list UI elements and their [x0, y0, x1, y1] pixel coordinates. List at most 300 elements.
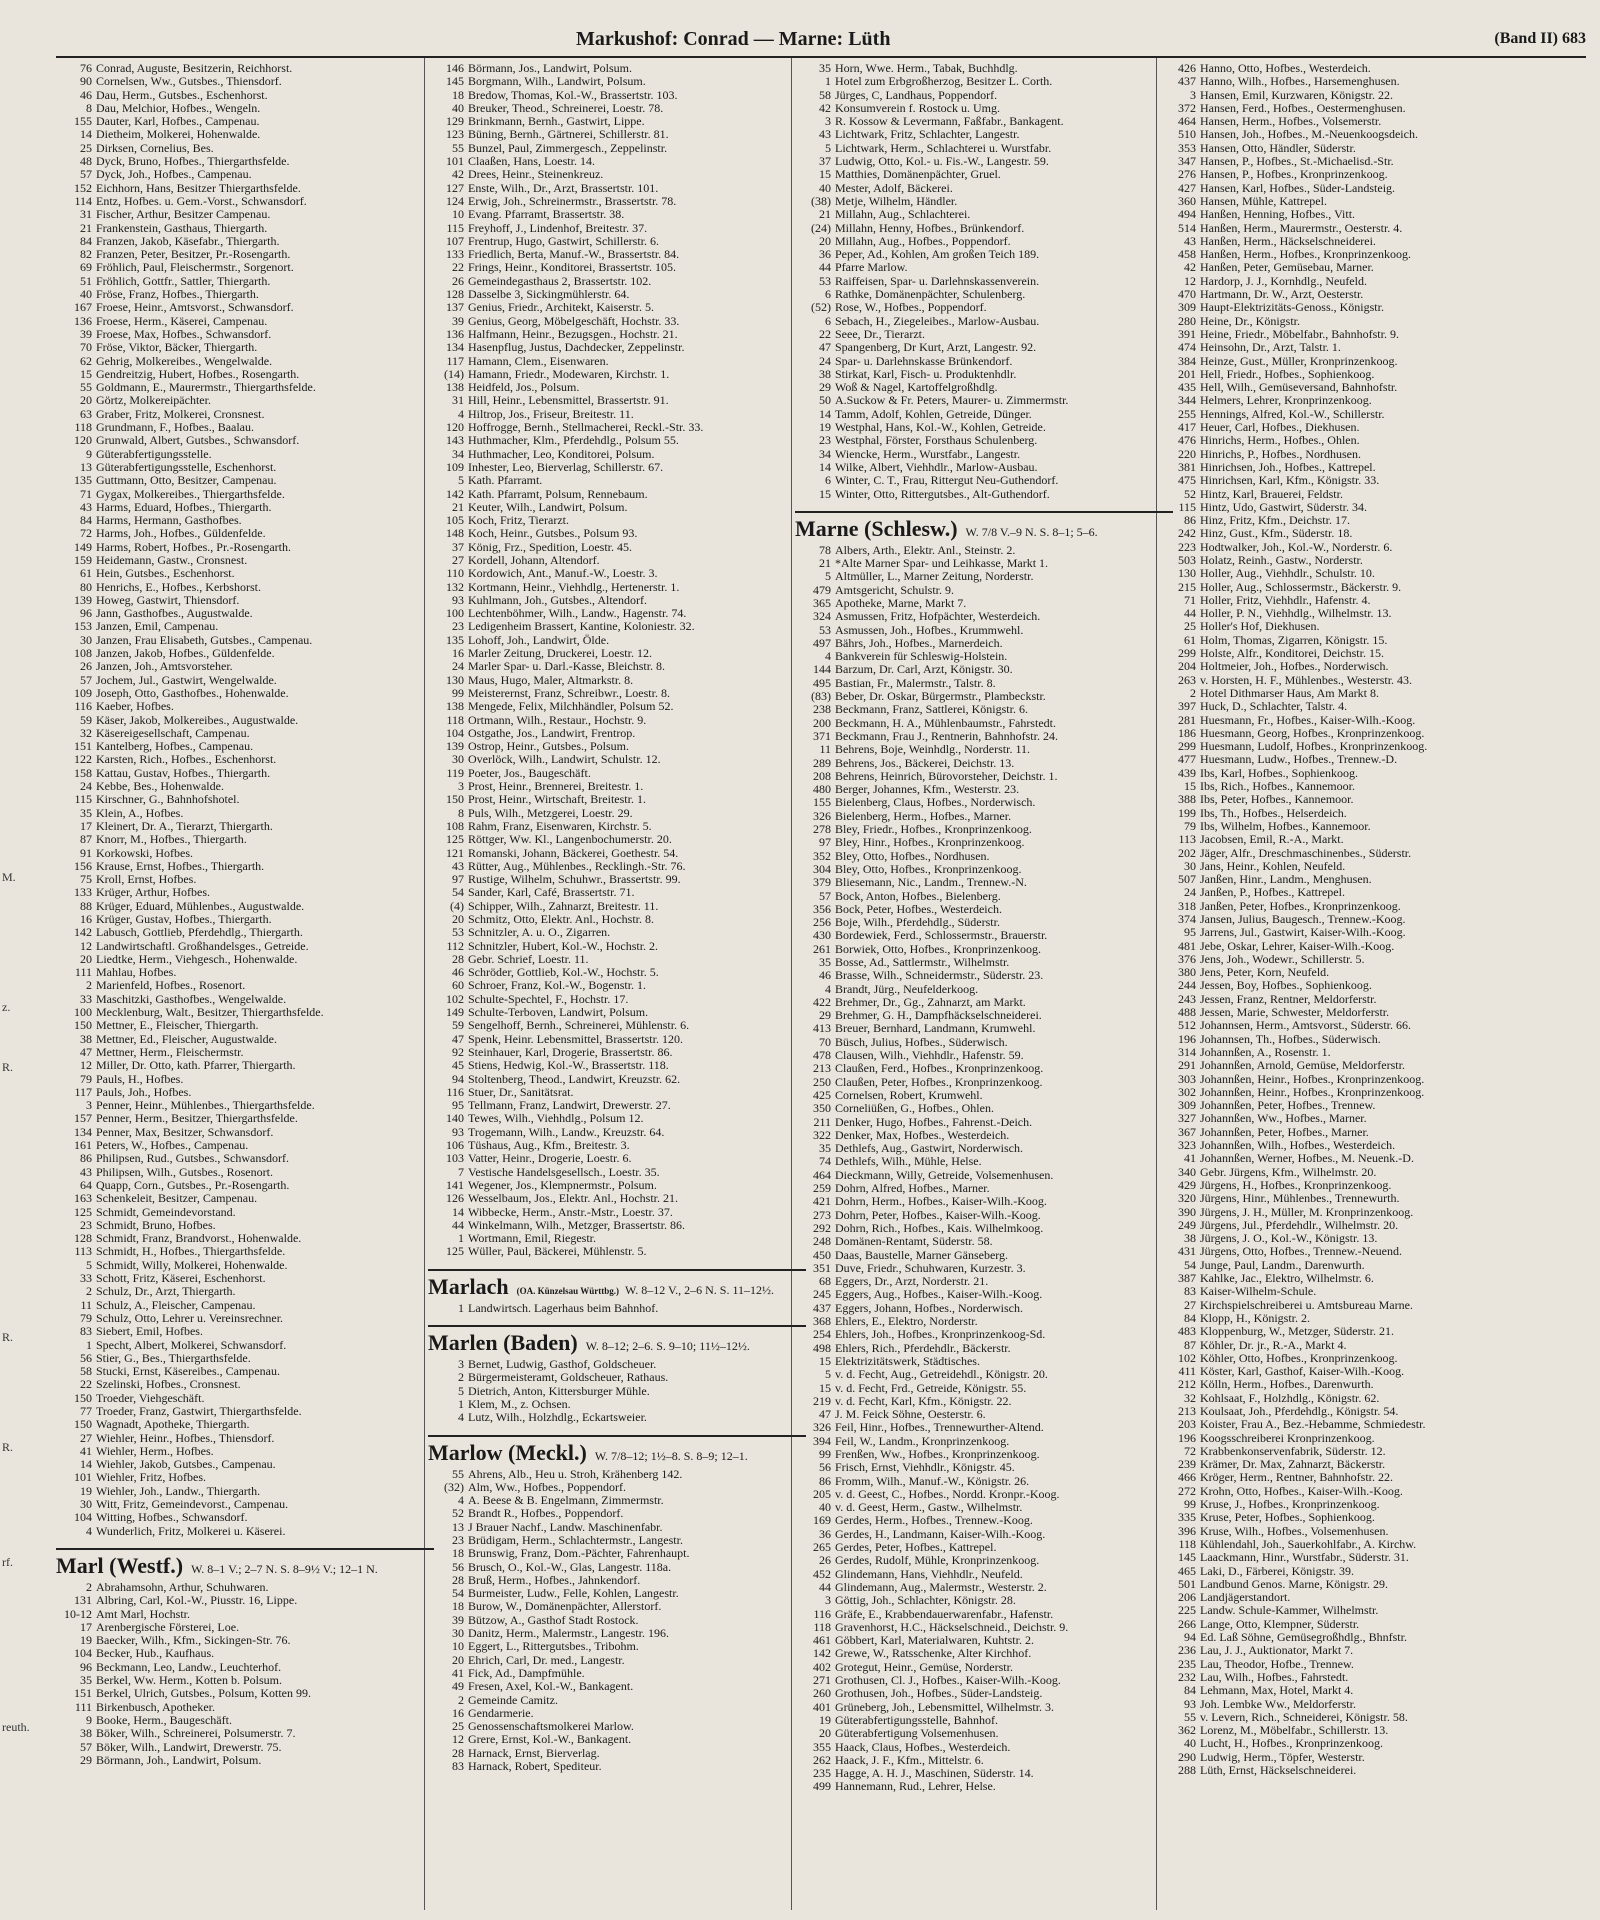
subscriber-name: Rahm, Franz, Eisenwaren, Kirchstr. 5.: [468, 819, 652, 833]
directory-entry: [428, 301, 806, 314]
directory-entry: [428, 1152, 806, 1165]
phone-number: 117: [446, 354, 464, 368]
phone-number: 196: [1178, 1431, 1196, 1445]
directory-entry: [56, 1192, 434, 1205]
phone-number: 42: [819, 101, 831, 115]
directory-entry: [1160, 1378, 1590, 1391]
directory-entry: [1160, 700, 1590, 713]
subscriber-name: Gerdes, H., Landmann, Kaiser-Wilh.-Koog.: [835, 1527, 1046, 1541]
directory-entry: [1160, 966, 1590, 979]
directory-entry: [428, 1481, 806, 1494]
directory-entry: [56, 527, 434, 540]
phone-number: 355: [813, 1740, 831, 1754]
town-heading: [56, 1548, 434, 1579]
subscriber-name: Haupt-Elektrizitäts-Genoss., Königstr.: [1200, 301, 1384, 315]
directory-entry: [428, 1720, 806, 1733]
directory-entry: [428, 1680, 806, 1693]
subscriber-name: Dauter, Karl, Hofbes., Campenau.: [96, 115, 260, 129]
subscriber-name: Janßen, Peter, Hofbes., Kronprinzenkoog.: [1200, 899, 1401, 913]
directory-entry: [1160, 115, 1590, 128]
directory-entry: [56, 381, 434, 394]
phone-number: 281: [1178, 713, 1196, 727]
phone-number: 29: [819, 1009, 831, 1023]
subscriber-name: Bley, Hinr., Hofbes., Kronprinzenkoog.: [835, 836, 1025, 850]
directory-entry: [428, 1385, 806, 1398]
phone-number: 3: [825, 115, 831, 129]
directory-entry: [428, 1733, 806, 1746]
phone-number: 18: [452, 88, 464, 102]
directory-entry: [1160, 993, 1590, 1006]
phone-number: 14: [819, 460, 831, 474]
directory-entry: [56, 1073, 434, 1086]
subscriber-name: Witt, Fritz, Gemeindevorst., Campenau.: [96, 1498, 289, 1512]
subscriber-name: Troeder, Franz, Gastwirt, Thiergarthsfelde.: [96, 1404, 302, 1418]
directory-entry: [1160, 261, 1590, 274]
subscriber-name: Kruse, Peter, Hofbes., Sophienkoog.: [1200, 1511, 1375, 1525]
directory-entry: [1160, 873, 1590, 886]
phone-number: 116: [446, 1085, 464, 1099]
directory-entry: [428, 328, 806, 341]
phone-number: 276: [1178, 168, 1196, 182]
directory-entry: [795, 1421, 1173, 1434]
phone-number: 126: [446, 1192, 464, 1206]
directory-entry: [795, 1448, 1173, 1461]
subscriber-name: Huthmacher, Leo, Konditorei, Polsum.: [468, 447, 655, 461]
phone-number: 118: [446, 713, 464, 727]
subscriber-name: Holler, Fritz, Viehhdlr., Hafenstr. 4.: [1200, 593, 1371, 607]
phone-number: 15: [819, 1354, 831, 1368]
subscriber-name: Krause, Ernst, Hofbes., Thiergarth.: [96, 859, 265, 873]
phone-number: 135: [74, 474, 92, 488]
directory-entry: [56, 89, 434, 102]
town-heading: [428, 1269, 806, 1300]
subscriber-name: Ostgathe, Jos., Landwirt, Frentrop.: [468, 726, 636, 740]
directory-entry: [56, 168, 434, 181]
subscriber-name: Brandt, Jürg., Neufelderkoog.: [835, 982, 979, 996]
town-heading: [428, 1435, 806, 1466]
phone-number: 46: [452, 966, 464, 980]
subscriber-name: Stiens, Hedwig, Kol.-W., Brassertstr. 118.: [468, 1059, 669, 1073]
phone-number: 41: [452, 1666, 464, 1680]
phone-number: 28: [452, 952, 464, 966]
directory-entry: [56, 142, 434, 155]
phone-number: 466: [1178, 1471, 1196, 1485]
directory-entry: [56, 647, 434, 660]
subscriber-name: Burow, W., Domänenpächter, Allerstorf.: [468, 1600, 662, 1614]
subscriber-name: Holatz, Reinh., Gastw., Norderstr.: [1200, 553, 1363, 567]
subscriber-name: Behrens, Boje, Weinhdlg., Norderstr. 11.: [835, 743, 1031, 757]
directory-entry: [428, 567, 806, 580]
subscriber-name: Fischer, Arthur, Besitzer Campenau.: [96, 208, 271, 222]
directory-entry: [1160, 1551, 1590, 1564]
phone-number: 10: [452, 1640, 464, 1654]
directory-entry: [795, 1235, 1173, 1248]
subscriber-name: Quapp, Corn., Gutsbes., Pr.-Rosengarth.: [96, 1178, 290, 1192]
phone-number: 4: [458, 407, 464, 421]
margin-mark: M.: [2, 870, 16, 884]
directory-entry: [1160, 940, 1590, 953]
directory-entry: [1160, 1086, 1590, 1099]
subscriber-name: Korkowski, Hofbes.: [96, 846, 193, 860]
phone-number: 15: [80, 367, 92, 381]
phone-number: 201: [1178, 367, 1196, 381]
subscriber-name: Kruse, Wilh., Hofbes., Volsemenhusen.: [1200, 1524, 1389, 1538]
directory-entry: [56, 660, 434, 673]
subscriber-name: Wibbecke, Herm., Anstr.-Mstr., Loestr. 37.: [468, 1205, 673, 1219]
directory-entry: [428, 474, 806, 487]
subscriber-name: Marienfeld, Hofbes., Rosenort.: [96, 979, 246, 993]
directory-entry: [795, 1647, 1173, 1660]
phone-number: 14: [452, 1205, 464, 1219]
phone-number: 220: [1178, 447, 1196, 461]
phone-number: 145: [1178, 1551, 1196, 1565]
subscriber-name: Koch, Fritz, Tierarzt.: [468, 514, 569, 528]
directory-entry: [795, 168, 1173, 181]
phone-number: 208: [813, 769, 831, 783]
subscriber-name: Liedtke, Herm., Viehgesch., Hohenwalde.: [96, 952, 298, 966]
phone-number: 94: [1184, 1631, 1196, 1645]
subscriber-name: Hanno, Wilh., Hofbes., Harsemenghusen.: [1200, 75, 1400, 89]
directory-entry: [795, 969, 1173, 982]
phone-number: 4: [825, 982, 831, 996]
phone-number: 38: [80, 1032, 92, 1046]
phone-number: 21: [819, 208, 831, 222]
subscriber-name: Ed. Laß Söhne, Gemüsegroßhdlg., Bhnfstr.: [1200, 1631, 1407, 1645]
phone-number: 501: [1178, 1577, 1196, 1591]
directory-entry: [428, 1192, 806, 1205]
subscriber-name: Brasse, Wilh., Schneidermstr., Süderstr. 23.: [835, 969, 1044, 983]
directory-entry: [428, 195, 806, 208]
phone-number: 53: [452, 926, 464, 940]
phone-number: 137: [446, 301, 464, 315]
directory-entry: [795, 1049, 1173, 1062]
phone-number: 437: [1178, 75, 1196, 89]
phone-number: 327: [1178, 1112, 1196, 1126]
subscriber-name: Bastian, Fr., Malermstr., Talstr. 8.: [835, 676, 996, 690]
margin-mark: R.: [2, 1440, 14, 1454]
subscriber-name: Köhler, Otto, Hofbes., Kronprinzenkoog.: [1200, 1351, 1398, 1365]
subscriber-name: Frenßen, Ww., Hofbes., Kronprinzenkoog.: [835, 1447, 1040, 1461]
phone-number: 68: [819, 1275, 831, 1289]
subscriber-name: Harms, Hermann, Gasthofbes.: [96, 514, 242, 528]
subscriber-name: Berkel, Ww. Herm., Kotten b. Polsum.: [96, 1674, 282, 1688]
subscriber-name: Berkel, Ulrich, Gutsbes., Polsum, Kotten 99.: [96, 1687, 311, 1701]
column-3: [795, 62, 1173, 1910]
phone-number: 15: [1184, 780, 1196, 794]
directory-entry: [428, 142, 806, 155]
phone-number: 510: [1178, 128, 1196, 142]
subscriber-name: Holste, Alfr., Konditorei, Deichstr. 15.: [1200, 647, 1384, 661]
directory-entry: [1160, 1591, 1590, 1604]
directory-entry: [1160, 394, 1590, 407]
directory-entry: [428, 341, 806, 354]
phone-number: 202: [1178, 846, 1196, 860]
directory-entry: [795, 1009, 1173, 1022]
phone-number: 134: [446, 341, 464, 355]
directory-entry: [56, 1594, 434, 1607]
subscriber-name: Genossenschaftsmolkerei Marlow.: [468, 1720, 634, 1734]
subscriber-name: Kebbe, Bes., Hohenwalde.: [96, 780, 224, 794]
subscriber-name: Kordell, Johann, Altendorf.: [468, 553, 600, 567]
phone-number: 5: [86, 1258, 92, 1272]
subscriber-name: Baecker, Wilh., Kfm., Sickingen-Str. 76.: [96, 1634, 291, 1648]
phone-number: 105: [446, 514, 464, 528]
subscriber-name: Landjägerstandort.: [1200, 1591, 1291, 1605]
subscriber-name: Goldmann, E., Maurermstr., Thiergarthsfelde.: [96, 381, 316, 395]
subscriber-name: Jürgens, J. O., Kol.-W., Königstr. 13.: [1200, 1232, 1378, 1246]
directory-entry: [795, 1288, 1173, 1301]
subscriber-name: Keuter, Wilh., Landwirt, Polsum.: [468, 500, 628, 514]
subscriber-name: Ibs, Wilhelm, Hofbes., Kannemoor.: [1200, 819, 1371, 833]
phone-number: 12: [80, 939, 92, 953]
subscriber-name: Johannßen, A., Rosenstr. 1.: [1200, 1045, 1331, 1059]
directory-entry: [1160, 1112, 1590, 1125]
phone-number: 45: [452, 1059, 464, 1073]
phone-number: 55: [452, 141, 464, 155]
subscriber-name: Gerdes, Rudolf, Mühle, Kronprinzenkoog.: [835, 1554, 1040, 1568]
phone-number: 142: [446, 487, 464, 501]
subscriber-name: Feil, Hinr., Hofbes., Trennewurther-Altend.: [835, 1421, 1044, 1435]
directory-entry: [795, 1315, 1173, 1328]
subscriber-name: Fick, Ad., Dampfmühle.: [468, 1666, 585, 1680]
subscriber-name: Corneliüßen, G., Hofbes., Ohlen.: [835, 1102, 994, 1116]
phone-number: 203: [1178, 1418, 1196, 1432]
phone-number: 243: [1178, 992, 1196, 1006]
directory-entry: [795, 783, 1173, 796]
directory-entry: [1160, 514, 1590, 527]
phone-number: 14: [80, 128, 92, 142]
phone-number: 103: [446, 1152, 464, 1166]
directory-entry: [428, 62, 806, 75]
directory-entry: [56, 514, 434, 527]
phone-number: 139: [74, 593, 92, 607]
directory-entry: [1160, 1272, 1590, 1285]
subscriber-name: Ibs, Peter, Hofbes., Kannemoor.: [1200, 793, 1354, 807]
subscriber-name: Käsereigesellschaft, Campenau.: [96, 726, 250, 740]
office-hours: W. 7/8–12; 1½–8. S. 8–9; 12–1.: [594, 1448, 748, 1463]
phone-number: 3: [86, 1099, 92, 1113]
phone-number: 223: [1178, 540, 1196, 554]
phone-number: 477: [1178, 753, 1196, 767]
phone-number: 72: [1184, 1444, 1196, 1458]
phone-number: 142: [74, 926, 92, 940]
phone-number: 56: [80, 1351, 92, 1365]
directory-entry: [428, 727, 806, 740]
phone-number: 13: [80, 460, 92, 474]
directory-entry: [795, 1182, 1173, 1195]
subscriber-name: Troeder, Viehgeschäft.: [96, 1391, 205, 1405]
subscriber-name: Philipsen, Wilh., Gutsbes., Rosenort.: [96, 1165, 273, 1179]
subscriber-name: Brandt R., Hofbes., Poppendorf.: [468, 1507, 624, 1521]
margin-mark: R.: [2, 1060, 14, 1074]
subscriber-name: Siebert, Emil, Hofbes.: [96, 1325, 203, 1339]
subscriber-name: Bliesemann, Nic., Landm., Trennew.-N.: [835, 876, 1027, 890]
subscriber-name: Janßen, P., Hofbes., Kattrepel.: [1200, 886, 1345, 900]
directory-entry: [795, 1062, 1173, 1075]
phone-number: 54: [452, 1587, 464, 1601]
phone-number: 461: [813, 1634, 831, 1648]
subscriber-name: Gygax, Molkereibes., Thiergarthsfelde.: [96, 487, 285, 501]
phone-number: 167: [74, 301, 92, 315]
subscriber-name: Froese, Max, Hofbes., Schwansdorf.: [96, 327, 272, 341]
directory-entry: [56, 355, 434, 368]
subscriber-name: Meisterernst, Franz, Schreibwr., Loestr. 8.: [468, 686, 670, 700]
subscriber-name: Duve, Friedr., Schuhwaren, Kurzestr. 3.: [835, 1261, 1026, 1275]
phone-number: 48: [80, 155, 92, 169]
phone-number: 22: [80, 1378, 92, 1392]
directory-entry: [428, 767, 806, 780]
phone-number: 130: [1178, 567, 1196, 581]
phone-number: 54: [452, 886, 464, 900]
subscriber-name: Glindemann, Hans, Viehhdlr., Neufeld.: [835, 1567, 1023, 1581]
directory-entry: [428, 1245, 806, 1258]
directory-entry: [56, 1687, 434, 1700]
directory-entry: [428, 421, 806, 434]
phone-number: 72: [80, 527, 92, 541]
directory-entry: [428, 833, 806, 846]
directory-entry: [1160, 1578, 1590, 1591]
subscriber-name: Janzen, Jakob, Hofbes., Güldenfelde.: [96, 647, 275, 661]
subscriber-name: Kühlendahl, Joh., Sauerkohlfabr., A. Kirchw.: [1200, 1537, 1417, 1551]
subscriber-name: Kordowich, Ant., Manuf.-W., Loestr. 3.: [468, 567, 658, 581]
directory-entry: [1160, 833, 1590, 846]
subscriber-name: Krämer, Dr. Max, Zahnarzt, Bäckerstr.: [1200, 1458, 1386, 1472]
directory-entry: [428, 1640, 806, 1653]
subscriber-name: Schmidt, H., Hofbes., Thiergarthsfelde.: [96, 1245, 286, 1259]
subscriber-name: Specht, Albert, Molkerei, Schwansdorf.: [96, 1338, 287, 1352]
subscriber-name: Borwiek, Otto, Hofbes., Kronprinzenkoog.: [835, 942, 1041, 956]
phone-number: 40: [452, 101, 464, 115]
directory-entry: [428, 953, 806, 966]
directory-entry: [56, 102, 434, 115]
directory-entry: [1160, 860, 1590, 873]
subscriber-name: Sander, Karl, Café, Brassertstr. 71.: [468, 886, 635, 900]
phone-number: 2: [86, 979, 92, 993]
subscriber-name: Schipper, Wilh., Zahnarzt, Breitestr. 11.: [468, 899, 659, 913]
directory-entry: [56, 421, 434, 434]
directory-entry: [56, 1471, 434, 1484]
subscriber-name: Hell, Friedr., Hofbes., Sophienkoog.: [1200, 367, 1375, 381]
phone-number: 302: [1178, 1085, 1196, 1099]
subscriber-name: Landwirtsch. Lagerhaus beim Bahnhof.: [468, 1301, 659, 1315]
page-number: (Band II) 683: [1494, 30, 1586, 47]
directory-entry: [428, 381, 806, 394]
directory-entry: [795, 1195, 1173, 1208]
subscriber-name: Käser, Jakob, Molkereibes., Augustwalde.: [96, 713, 299, 727]
phone-number: 397: [1178, 700, 1196, 714]
phone-number: 130: [446, 673, 464, 687]
town-name: Marlow (Meckl.): [428, 1439, 587, 1465]
directory-entry: [795, 1089, 1173, 1102]
directory-entry: [795, 690, 1173, 703]
phone-number: 368: [813, 1315, 831, 1329]
directory-entry: [1160, 1059, 1590, 1072]
subscriber-name: Hanßen, Herm., Hofbes., Kronprinzenkoog.: [1200, 248, 1411, 262]
directory-entry: [1160, 674, 1590, 687]
phone-number: 314: [1178, 1045, 1196, 1059]
directory-entry: [56, 860, 434, 873]
phone-number: 84: [80, 234, 92, 248]
directory-entry: [795, 208, 1173, 221]
subscriber-name: Claußen, Ferd., Hofbes., Kronprinzenkoog.: [835, 1062, 1044, 1076]
phone-number: 309: [1178, 301, 1196, 315]
directory-entry: [56, 501, 434, 514]
phone-number: 242: [1178, 527, 1196, 541]
phone-number: 2: [458, 1371, 464, 1385]
phone-number: 60: [452, 979, 464, 993]
subscriber-name: Schulte-Spechtel, F., Hochstr. 17.: [468, 992, 629, 1006]
phone-number: 136: [74, 314, 92, 328]
phone-number: 35: [819, 1142, 831, 1156]
subscriber-name: Hamann, Friedr., Modewaren, Kirchstr. 1.: [468, 367, 670, 381]
subscriber-name: Hell, Wilh., Gemüseversand, Bahnhofstr.: [1200, 381, 1398, 395]
phone-number: 219: [813, 1394, 831, 1408]
subscriber-name: Fröhlich, Gottfr., Sattler, Thiergarth.: [96, 274, 271, 288]
phone-number: 121: [446, 846, 464, 860]
subscriber-name: Eggers, Dr., Arzt, Norderstr. 21.: [835, 1275, 989, 1289]
directory-entry: [428, 634, 806, 647]
subscriber-name: Overlöck, Wilh., Landwirt, Schulstr. 12.: [468, 753, 661, 767]
directory-entry: [56, 1714, 434, 1727]
directory-entry: [795, 1342, 1173, 1355]
subscriber-name: Fröse, Franz, Hofbes., Thiergarth.: [96, 288, 259, 302]
phone-number: 134: [74, 1125, 92, 1139]
subscriber-name: Dieckmann, Willy, Getreide, Volsemenhusen.: [835, 1168, 1054, 1182]
directory-entry: [56, 1352, 434, 1365]
subscriber-name: Koch, Heinr., Gutsbes., Polsum 93.: [468, 527, 638, 541]
phone-number: 255: [1178, 407, 1196, 421]
directory-entry: [56, 1581, 434, 1594]
subscriber-name: Bürgermeisteramt, Goldscheuer, Rathaus.: [468, 1371, 669, 1385]
directory-entry: [1160, 275, 1590, 288]
subscriber-name: Hagge, A. H. J., Maschinen, Süderstr. 14.: [835, 1767, 1034, 1781]
subscriber-name: Froese, Herm., Käserei, Campenau.: [96, 314, 268, 328]
phone-number: 54: [1184, 1258, 1196, 1272]
subscriber-name: Krüger, Gustav, Hofbes., Thiergarth.: [96, 913, 272, 926]
directory-entry: [795, 1661, 1173, 1674]
directory-entry: [795, 677, 1173, 690]
phone-number: 108: [446, 819, 464, 833]
directory-entry: [56, 1219, 434, 1232]
directory-entry: [428, 793, 806, 806]
subscriber-name: Domänen-Rentamt, Süderstr. 58.: [835, 1235, 993, 1249]
phone-number: 47: [819, 1408, 831, 1422]
phone-number: 206: [1178, 1591, 1196, 1605]
subscriber-name: Krüger, Eduard, Mühlenbes., Augustwalde.: [96, 899, 305, 913]
directory-entry: [56, 940, 434, 953]
directory-entry: [1160, 102, 1590, 115]
phone-number: 20: [452, 913, 464, 926]
directory-entry: [795, 663, 1173, 676]
directory-entry: [795, 1754, 1173, 1767]
phone-number: 1: [458, 1397, 464, 1411]
directory-entry: [1160, 581, 1590, 594]
directory-entry: [795, 235, 1173, 248]
phone-number: 132: [446, 580, 464, 594]
phone-number: 69: [80, 261, 92, 275]
subscriber-name: Landw. Schule-Kammer, Wilhelmstr.: [1200, 1604, 1379, 1618]
phone-number: 480: [813, 783, 831, 797]
directory-entry: [1160, 1445, 1590, 1458]
phone-number: 70: [80, 341, 92, 355]
subscriber-name: Johannßen, Arnold, Gemüse, Meldorferstr.: [1200, 1059, 1405, 1073]
directory-entry: [1160, 1299, 1590, 1312]
phone-number: 14: [819, 407, 831, 421]
subscriber-name: Ehlers, Rich., Pferdehdlr., Bäckerstr.: [835, 1341, 1011, 1355]
subscriber-name: Denker, Max, Hofbes., Westerdeich.: [835, 1128, 1010, 1142]
subscriber-name: Hinz, Fritz, Kfm., Deichstr. 17.: [1200, 514, 1350, 528]
subscriber-name: Dirksen, Cornelius, Bes.: [96, 141, 214, 155]
